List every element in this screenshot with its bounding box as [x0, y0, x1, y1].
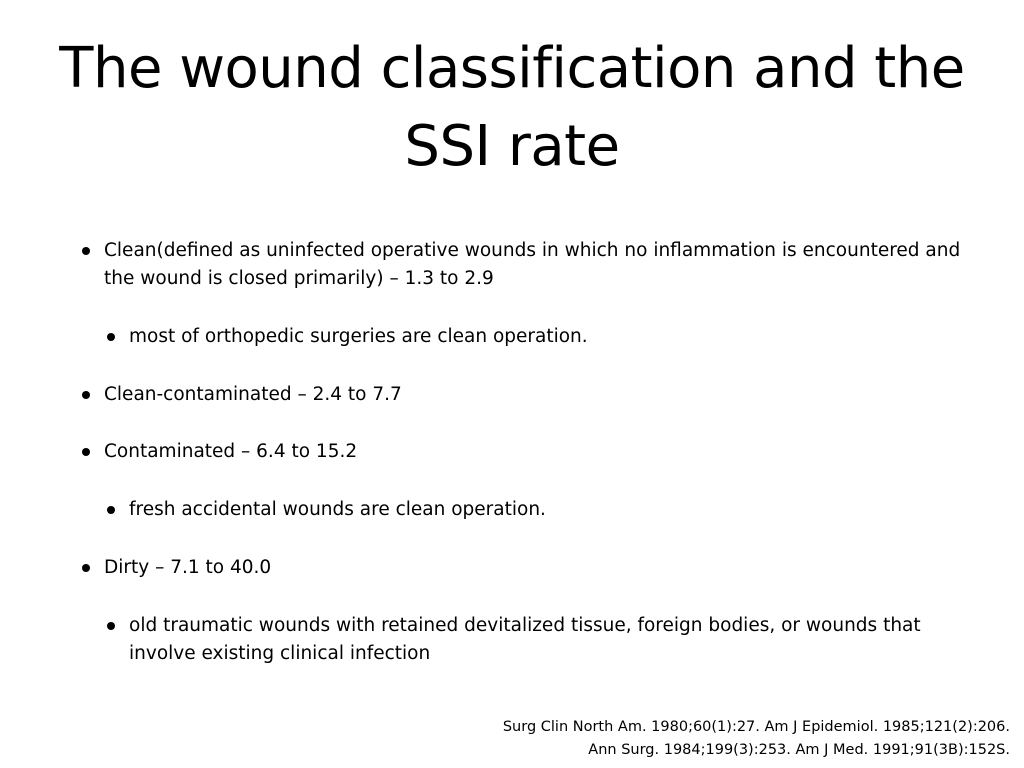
bullet-dot-icon	[82, 247, 90, 255]
bullet-dot-icon	[82, 391, 90, 399]
bullet-contaminated-text: Contaminated – 6.4 to 15.2	[104, 441, 358, 462]
subbullet-contaminated-text: fresh accidental wounds are clean operation.	[129, 499, 546, 520]
slide-title	[0, 30, 1024, 186]
bullet-dot-icon	[82, 564, 90, 572]
bullet-dot-icon	[107, 333, 115, 341]
title-line-2: SSI rate	[404, 114, 620, 179]
reference-line-2: Ann Surg. 1984;199(3):253. Am J Med. 1991;91(3B):152S.	[588, 742, 1010, 758]
bullet-dot-icon	[107, 506, 115, 514]
bullet-clean	[104, 237, 964, 293]
bullet-clean-text: Clean(defined as uninfected operative wounds in which no inflammation is encountered and the wound is closed primarily) – 1.3 to 2.9	[104, 240, 961, 289]
bullet-dot-icon	[82, 448, 90, 456]
title-line-1: The wound classification and the	[59, 36, 965, 101]
subbullet-clean	[129, 323, 964, 351]
bullet-dirty-text: Dirty – 7.1 to 40.0	[104, 557, 272, 578]
bullet-contaminated	[104, 438, 964, 466]
bullet-dirty	[104, 554, 964, 582]
bullet-dot-icon	[107, 622, 115, 630]
subbullet-contaminated	[129, 496, 964, 524]
bullet-clean-contaminated	[104, 381, 964, 409]
references	[503, 716, 1010, 762]
subbullet-dirty	[129, 612, 964, 668]
bullet-clean-contaminated-text: Clean-contaminated – 2.4 to 7.7	[104, 384, 402, 405]
subbullet-clean-text: most of orthopedic surgeries are clean operation.	[129, 326, 588, 347]
reference-line-1: Surg Clin North Am. 1980;60(1):27. Am J Epidemiol. 1985;121(2):206.	[502, 719, 1010, 735]
subbullet-dirty-text: old traumatic wounds with retained devitalized tissue, foreign bodies, or wounds that involve existing clinical infection	[129, 615, 921, 664]
